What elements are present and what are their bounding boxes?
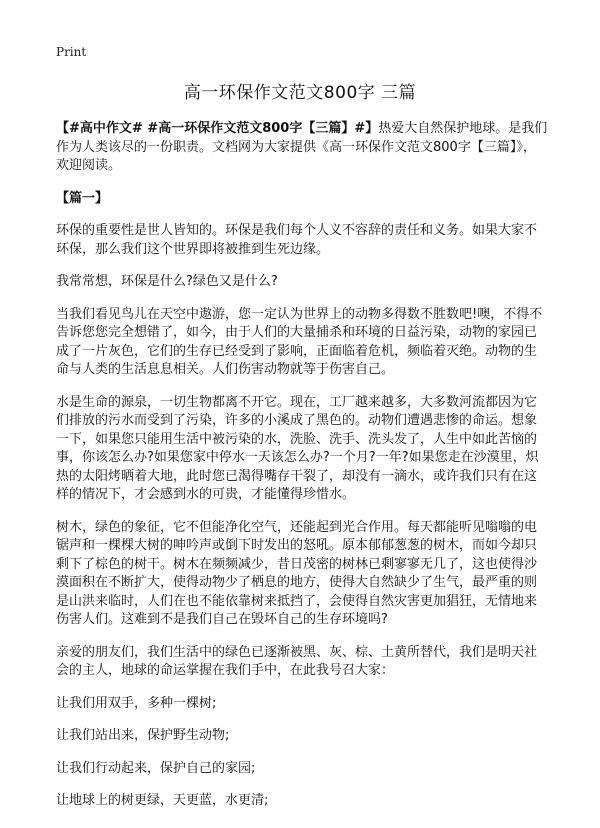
page-title: 高一环保作文范文800字 三篇	[183, 83, 417, 103]
paragraph: 水是生命的源泉，一切生物都离不开它。现在，工厂越来越多，大多数河流都因为它们排放的污水而受到了污染，许多的小溪成了黑色的。动物们遭遇悲惨的命运。想象一下，如果您只能用生活中被污染的水，洗脸、洗手、洗头发了，人生中如此苦恼的事，你该怎么办?如果您家中停水一天该怎么办?一个月?一年?如果您走在沙漠里，炽热的太阳烤晒着大地，此时您已渴得嘴存干裂了，却没有一滴水，或许我们只有在这样的情况下，才会感到水的可贵，才能懂得珍惜水。	[56, 394, 539, 502]
intro-text: 热爱大自然保护地球。是我们作为人类该尽的一份职责。文档网为大家提供《高一环保作文范文800字【三篇】》，欢迎阅读。	[56, 121, 548, 173]
paragraph: 当我们看见鸟儿在天空中遨游，您一定认为世界上的动物多得数不胜数吧!噢，不得不告诉您您完全想错了，如今，由于人们的大量捕杀和环境的日益污染，动物的家园已成了一片灰色，它们的生存已经受到了影响，正面临着危机，频临着灭绝。动物的生命与人类的生活息息相关。人们伤害动物就等于伤害自己。	[56, 306, 543, 377]
paragraph: 让地球上的树更绿，天更蓝，水更清;	[56, 793, 269, 808]
intro-paragraph	[56, 120, 548, 176]
paragraph: 我常常想，环保是什么?绿色又是什么?	[56, 274, 278, 289]
paragraph: 让我们行动起来，保护自己的家园;	[56, 760, 256, 776]
paragraph: 让我们站出来，保护野生动物;	[56, 728, 230, 743]
section-heading: 【篇一】	[56, 190, 109, 206]
paragraph: 亲爱的朋友们，我们生活中的绿色已逐渐被黑、灰、棕、土黄所替代，我们是明天社会的主人，地球的命运掌握在我们手中，在此我号召大家：	[56, 644, 538, 678]
article-body	[56, 120, 548, 825]
paragraph: 环保的重要性是世人皆知的。环保是我们每个人义不容辞的责任和义务。如果大家不环保，那么我们这个世界即将被推到生死边缘。	[56, 223, 538, 257]
paragraph: 让我们用双手，多种一棵树;	[56, 695, 217, 711]
paragraph: 树木，绿色的象征，它不但能净化空气，还能起到光合作用。每天都能听见嗡嗡的电锯声和一棵棵大树的呻吟声或倒下时发出的怒吼。原本郁郁葱葱的树木，而如今却只剩下了棕色的树干。树木在频频减少，昔日茂密的树林已剩寥寥无几了，这也使得沙漠面积在不断扩大，使得动物少了栖息的地方，使得大自然缺少了生气，最严重的则是山洪来临时，人们在也不能依靠树来抵挡了，会使得自然灾害更加猖狂，无情地来伤害人们。这难到不是我们自己在毁坏自己的生存环境吗?	[56, 519, 538, 627]
intro-tag: 【#高中作文# #高一环保作文范文800字【三篇】#】	[56, 121, 379, 136]
print-link[interactable]: Print	[56, 45, 87, 59]
